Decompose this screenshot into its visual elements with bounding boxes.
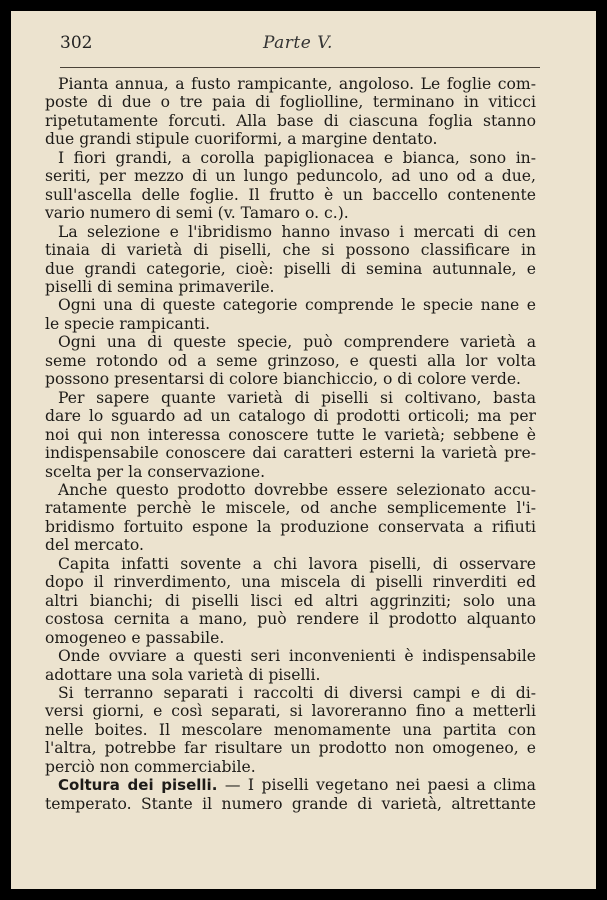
section-text: — I piselli vegetano nei paesi a clima (224, 776, 536, 795)
text-line: ratamente perchè le miscele, od anche semplicemente l'i- (45, 499, 536, 518)
text-line: I fiori grandi, a corolla papiglionacea e bianca, sono in- (58, 148, 536, 167)
text-line (45, 776, 536, 794)
paragraph (45, 389, 536, 481)
text-line: nelle boites. Il mescolare menomamente una partita con (45, 720, 536, 739)
text-line: omogeneo e passabile. (45, 628, 225, 647)
text-line: altri bianchi; di piselli lisci ed altri aggrinziti; solo una (45, 591, 536, 610)
text-line: bridismo fortuito espone la produzione conservata a rifiuti (45, 517, 536, 536)
text-line: Anche questo prodotto dovrebbe essere selezionato accu- (58, 480, 536, 499)
page-header (60, 33, 540, 68)
paragraph-list (45, 75, 536, 776)
text-line: La selezione e l'ibridismo hanno invaso i mercati di cen (58, 222, 536, 241)
page-number: 302 (60, 33, 93, 53)
paragraph (45, 223, 536, 297)
text-line: vario numero di semi (v. Tamaro o. c.). (45, 204, 349, 223)
text-line: seme rotondo od a seme grinzoso, e questi alla lor volta (45, 351, 536, 370)
text-line: Ogni una di queste specie, può comprendere varietà a (58, 333, 536, 352)
text-line: Onde ovviare a questi seri inconvenienti è indispensabile (58, 647, 536, 666)
text-line: Capita infatti sovente a chi lavora piselli, di osservare (58, 554, 536, 573)
text-line: due grandi categorie, cioè: piselli di semina autunnale, e (45, 259, 536, 278)
text-line: indispensabile conoscere dai caratteri esterni la varietà pre- (45, 444, 536, 463)
text-line: possono presentarsi di colore bianchiccio, o di colore verde. (45, 370, 522, 389)
text-line: le specie rampicanti. (45, 314, 211, 333)
text-line: dare lo sguardo ad un catalogo di prodotti orticoli; ma per (45, 407, 536, 426)
text-line: l'altra, potrebbe far risultare un prodotto non omogeneo, e (45, 739, 536, 758)
paragraph (45, 75, 536, 149)
paragraph (45, 296, 536, 333)
text-line: Si terranno separati i raccolti di diversi campi e di di- (58, 683, 536, 702)
text-line: adottare una sola varietà di piselli. (45, 665, 321, 684)
text-line: due grandi stipule cuoriformi, a margine dentato. (45, 130, 438, 149)
paragraph (45, 684, 536, 776)
text-line: ripetutamente forcuti. Alla base di ciascuna foglia stanno (45, 111, 536, 130)
text-line: dopo il rinverdimento, una miscela di piselli rinverditi ed (45, 573, 536, 592)
text-line: seriti, per mezzo di un lungo peduncolo, ad uno od a due, (45, 167, 536, 186)
book-page (11, 11, 596, 889)
text-line: piselli di semina primaverile. (45, 277, 275, 296)
body-text (45, 75, 536, 813)
text-line: Pianta annua, a fusto rampicante, angoloso. Le foglie com- (58, 75, 536, 93)
text-line: del mercato. (45, 536, 144, 555)
section-heading: Coltura dei piselli. (58, 776, 218, 795)
text-line: noi qui non interessa conoscere tutte le varietà; sebbene è (45, 425, 536, 444)
paragraph (45, 647, 536, 684)
text-line: versi giorni, e così separati, si lavoreranno fino a metterli (45, 702, 536, 721)
text-line: costosa cernita a mano, può rendere il prodotto alquanto (45, 610, 536, 629)
text-line: tinaia di varietà di piselli, che si possono classificare in (45, 241, 536, 260)
text-line: temperato. Stante il numero grande di varietà, altrettante (45, 794, 536, 813)
running-title: Parte V. (263, 33, 333, 53)
paragraph (45, 555, 536, 647)
text-line: Per sapere quante varietà di piselli si coltivano, basta (58, 388, 536, 407)
section-paragraph (45, 776, 536, 813)
paragraph (45, 149, 536, 223)
text-line: scelta per la conservazione. (45, 462, 266, 481)
text-line: Ogni una di queste categorie comprende le specie nane e (58, 296, 536, 315)
paragraph (45, 481, 536, 555)
text-line: sull'ascella delle foglie. Il frutto è un baccello contenente (45, 185, 536, 204)
text-line: poste di due o tre paia di fogliolline, terminano in viticci (45, 93, 536, 112)
paragraph (45, 333, 536, 388)
text-line: perciò non commerciabile. (45, 757, 256, 776)
